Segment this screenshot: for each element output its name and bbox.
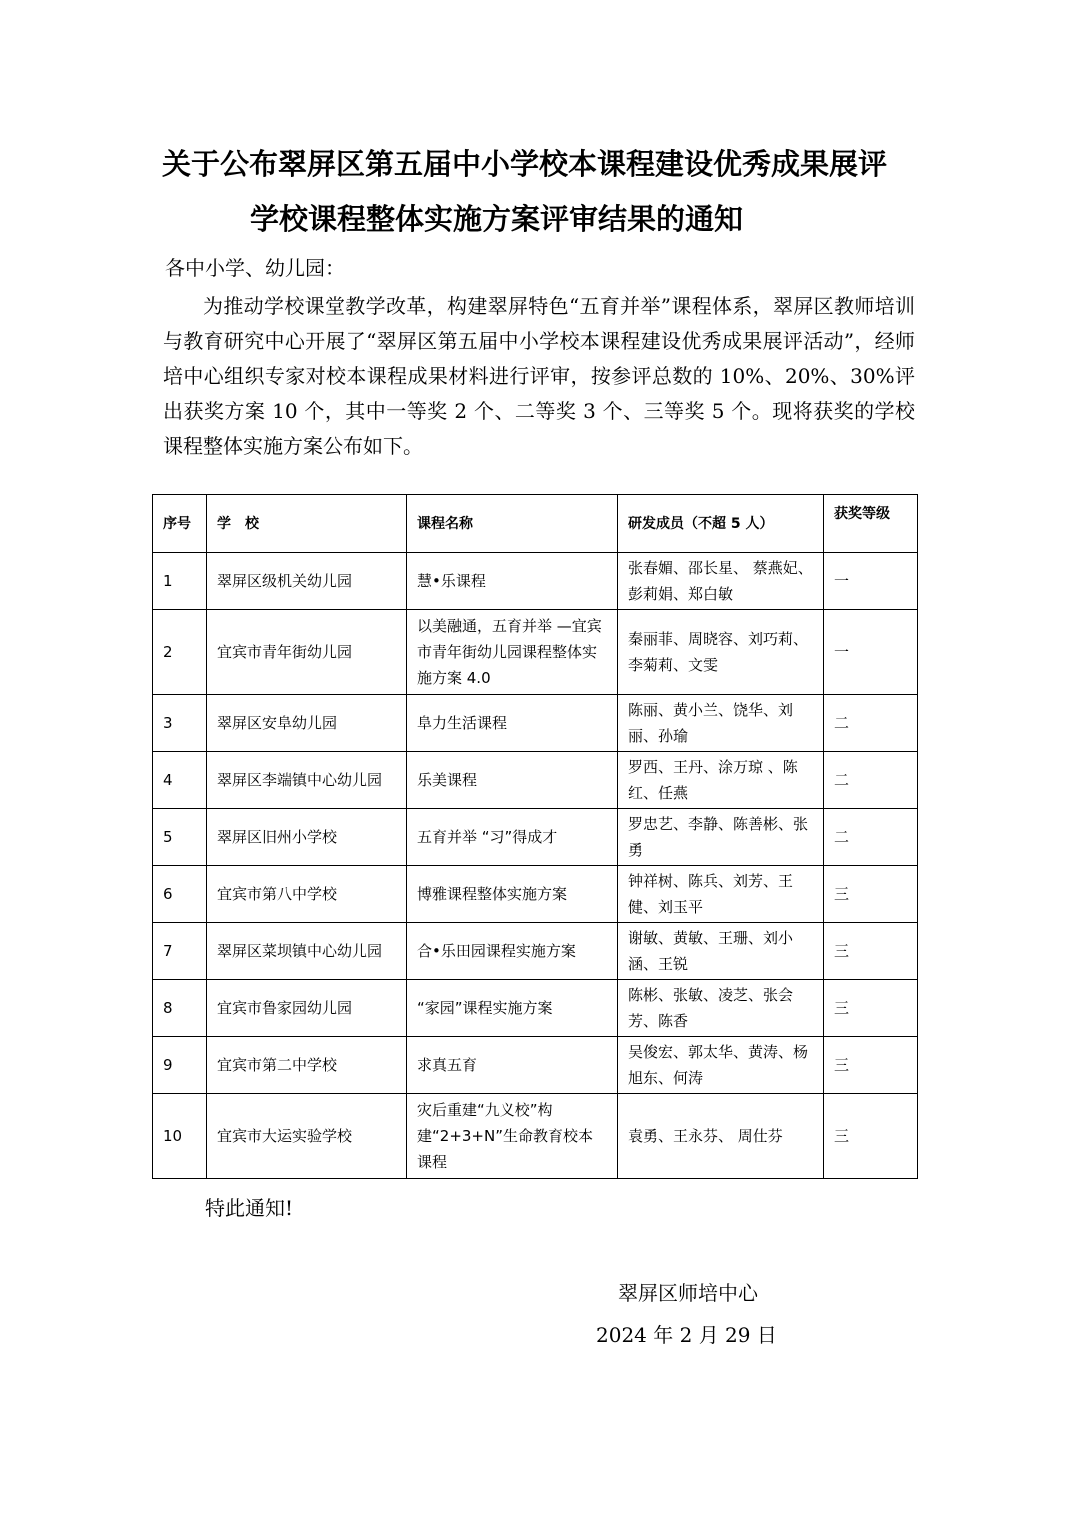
- table-row: [153, 866, 918, 923]
- cell-award: 二: [824, 695, 918, 752]
- table-row: [153, 610, 918, 695]
- closing-remark: 特此通知!: [205, 1196, 294, 1220]
- cell-school: 宜宾市鲁家园幼儿园: [207, 980, 407, 1037]
- cell-seq: 10: [153, 1094, 207, 1179]
- cell-course: 乐美课程: [407, 752, 618, 809]
- table-row: [153, 695, 918, 752]
- issue-date: 2024 年 2 月 29 日: [596, 1323, 777, 1347]
- cell-members: 陈丽、黄小兰、饶华、刘丽、孙瑜: [618, 695, 824, 752]
- cell-award: 三: [824, 866, 918, 923]
- cell-course: 灾后重建“九义校”构建“2+3+N”生命教育校本课程: [407, 1094, 618, 1179]
- cell-seq: 4: [153, 752, 207, 809]
- cell-members: 吴俊宏、郭太华、黄涛、杨旭东、何涛: [618, 1037, 824, 1094]
- cell-award: 三: [824, 1037, 918, 1094]
- cell-award: 二: [824, 752, 918, 809]
- cell-members: 罗忠艺、李静、陈善彬、张勇: [618, 809, 824, 866]
- document-title-line-1: 关于公布翠屏区第五届中小学校本课程建设优秀成果展评: [162, 147, 888, 181]
- cell-members: 陈彬、张敏、凌芝、张会芳、陈香: [618, 980, 824, 1037]
- table-row: [153, 1037, 918, 1094]
- cell-members: 谢敏、黄敏、王珊、刘小涵、王锐: [618, 923, 824, 980]
- cell-seq: 2: [153, 610, 207, 695]
- cell-course: 博雅课程整体实施方案: [407, 866, 618, 923]
- header-members: 研发成员（不超 5 人）: [618, 495, 824, 553]
- cell-award: 三: [824, 1094, 918, 1179]
- cell-school: 宜宾市第二中学校: [207, 1037, 407, 1094]
- cell-award: 三: [824, 980, 918, 1037]
- table-row: [153, 553, 918, 610]
- cell-seq: 3: [153, 695, 207, 752]
- cell-course: “家园”课程实施方案: [407, 980, 618, 1037]
- cell-seq: 1: [153, 553, 207, 610]
- cell-members: 袁勇、王永芬、 周仕芬: [618, 1094, 824, 1179]
- cell-school: 翠屏区菜坝镇中心幼儿园: [207, 923, 407, 980]
- cell-award: 三: [824, 923, 918, 980]
- table-row: [153, 1094, 918, 1179]
- cell-members: 罗西、王丹、涂万琼 、陈红、任燕: [618, 752, 824, 809]
- cell-course: 合•乐田园课程实施方案: [407, 923, 618, 980]
- issuing-organization: 翠屏区师培中心: [618, 1281, 758, 1305]
- header-seq: 序号: [153, 495, 207, 553]
- cell-school: 翠屏区安阜幼儿园: [207, 695, 407, 752]
- cell-course: 求真五育: [407, 1037, 618, 1094]
- table-row: [153, 923, 918, 980]
- cell-seq: 6: [153, 866, 207, 923]
- table-row: [153, 809, 918, 866]
- salutation: 各中小学、幼儿园：: [165, 256, 345, 280]
- cell-seq: 7: [153, 923, 207, 980]
- cell-members: 秦丽菲、周晓容、刘巧莉、李菊莉、文雯: [618, 610, 824, 695]
- cell-school: 翠屏区级机关幼儿园: [207, 553, 407, 610]
- table-row: [153, 980, 918, 1037]
- cell-award: 一: [824, 610, 918, 695]
- cell-course: 以美融通，五育并举 —宜宾市青年街幼儿园课程整体实施方案 4.0: [407, 610, 618, 695]
- cell-members: 钟祥树、陈兵、刘芳、王健、刘玉平: [618, 866, 824, 923]
- cell-members: 张春媚、邵长星、 蔡燕妃、彭莉娟、郑白敏: [618, 553, 824, 610]
- cell-seq: 9: [153, 1037, 207, 1094]
- cell-course: 五育并举 “习”得成才: [407, 809, 618, 866]
- body-paragraph: 为推动学校课堂教学改革，构建翠屏特色“五育并举”课程体系，翠屏区教师培训与教育研究中心开展了“翠屏区第五届中小学校本课程建设优秀成果展评活动”，经师培中心组织专家对校本课程成果材料进行评审，按参评总数的 10%、20%、30%评出获奖方案 10 个，其中一等奖 2 个、二等奖 3 个、三等奖 5 个。现将获奖的学校课程整体实施方案公布如下。: [163, 294, 915, 458]
- cell-course: 阜力生活课程: [407, 695, 618, 752]
- cell-school: 宜宾市青年街幼儿园: [207, 610, 407, 695]
- cell-seq: 8: [153, 980, 207, 1037]
- table-header-row: [153, 495, 918, 553]
- cell-award: 一: [824, 553, 918, 610]
- cell-school: 翠屏区李端镇中心幼儿园: [207, 752, 407, 809]
- header-school: 学 校: [207, 495, 407, 553]
- document-title-line-2: 学校课程整体实施方案评审结果的通知: [250, 202, 744, 236]
- table-row: [153, 752, 918, 809]
- awards-table: [152, 494, 918, 1179]
- cell-school: 宜宾市第八中学校: [207, 866, 407, 923]
- cell-award: 二: [824, 809, 918, 866]
- cell-school: 翠屏区旧州小学校: [207, 809, 407, 866]
- cell-school: 宜宾市大运实验学校: [207, 1094, 407, 1179]
- header-award: 获奖等级: [824, 495, 918, 553]
- header-course: 课程名称: [407, 495, 618, 553]
- cell-seq: 5: [153, 809, 207, 866]
- cell-course: 慧•乐课程: [407, 553, 618, 610]
